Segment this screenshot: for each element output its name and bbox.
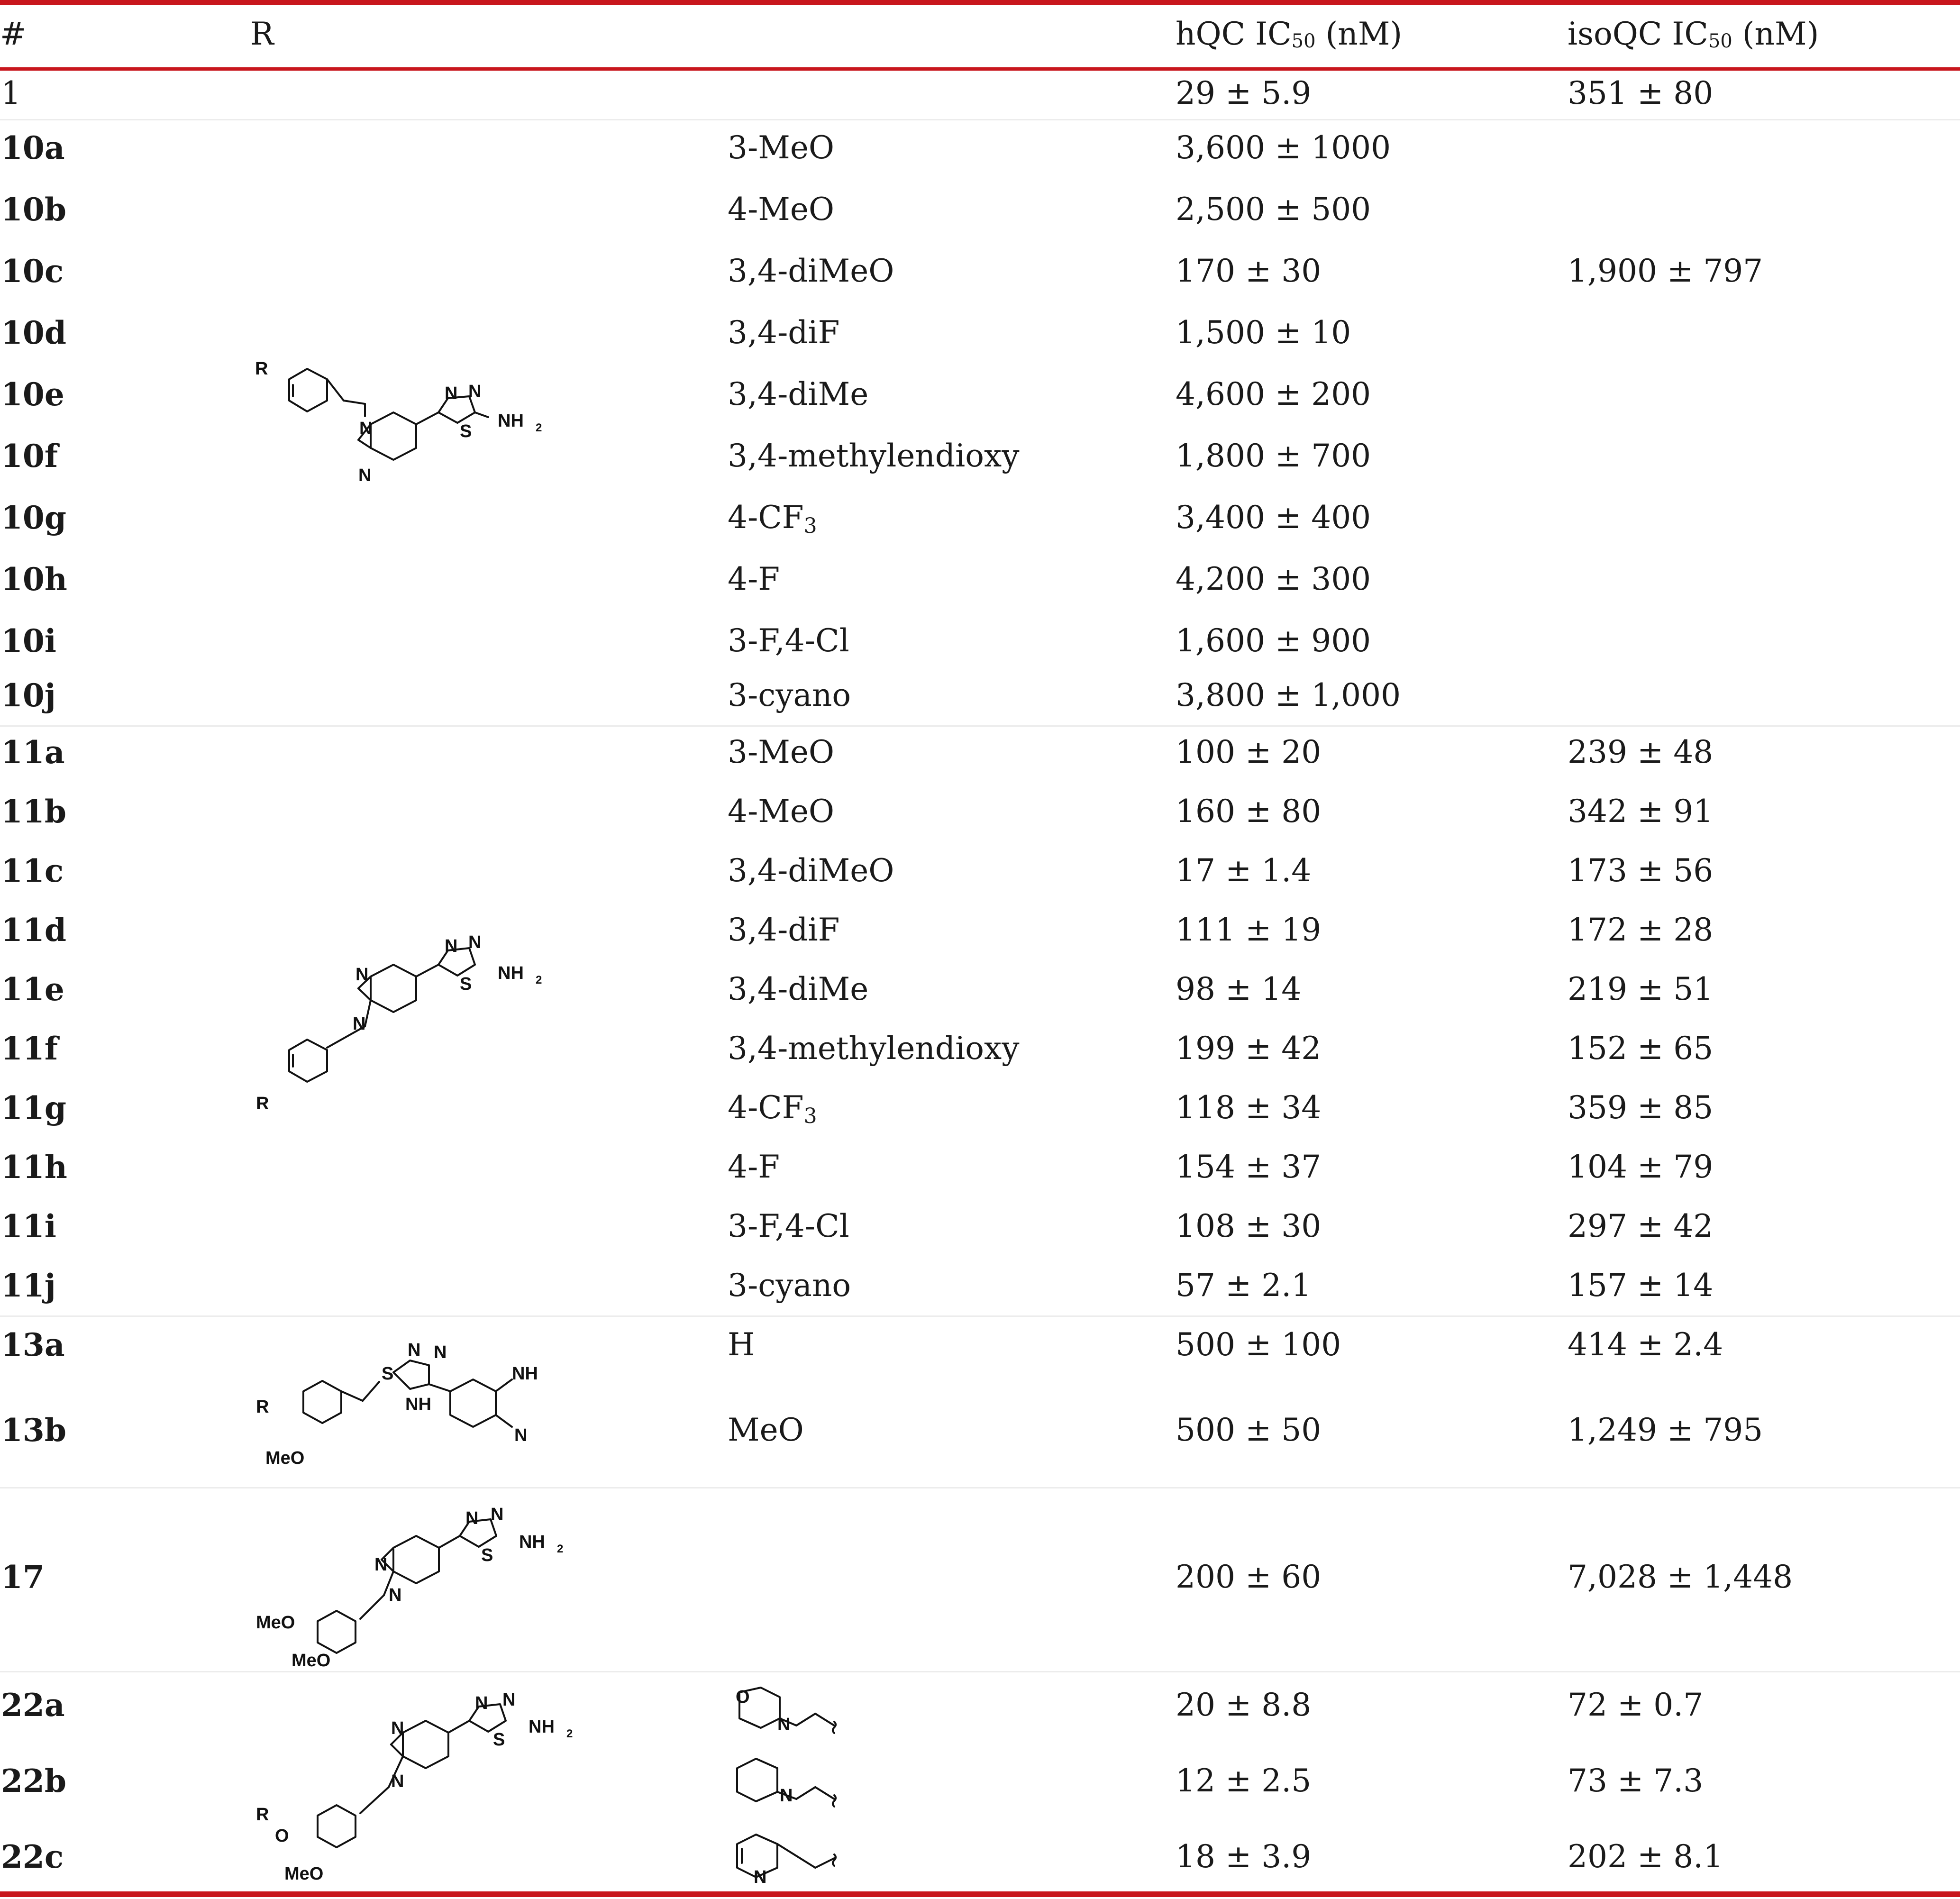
row-hqc-ic50: 18 ± 3.9 bbox=[1176, 1838, 1312, 1875]
row-isoqc-ic50: 172 ± 28 bbox=[1568, 912, 1714, 948]
row-hqc-ic50: 29 ± 5.9 bbox=[1176, 75, 1312, 111]
svg-text:2: 2 bbox=[536, 974, 542, 986]
row-hqc-ic50: 3,400 ± 400 bbox=[1176, 499, 1371, 536]
svg-text:N: N bbox=[445, 936, 458, 956]
row-isoqc-ic50: 414 ± 2.4 bbox=[1568, 1326, 1723, 1363]
row-hqc-ic50: 111 ± 19 bbox=[1176, 912, 1322, 948]
top-rule bbox=[0, 0, 1960, 5]
svg-text:N: N bbox=[374, 1555, 388, 1575]
svg-text:MeO: MeO bbox=[284, 1864, 324, 1884]
row-id: 10b bbox=[1, 191, 66, 228]
group-separator bbox=[0, 1315, 1960, 1317]
row-isoqc-ic50: 297 ± 42 bbox=[1568, 1208, 1714, 1244]
row-hqc-ic50: 57 ± 2.1 bbox=[1176, 1267, 1312, 1304]
row-isoqc-ic50: 239 ± 48 bbox=[1568, 734, 1714, 770]
row-hqc-ic50: 1,500 ± 10 bbox=[1176, 314, 1351, 351]
row-hqc-ic50: 3,600 ± 1000 bbox=[1176, 129, 1391, 166]
row-id: 11f bbox=[1, 1030, 58, 1067]
row-id: 17 bbox=[1, 1559, 45, 1596]
header-isoqc: isoQC $IC_{50}$ (nM) bbox=[1568, 16, 1819, 52]
svg-text:N: N bbox=[777, 1715, 791, 1735]
row-isoqc-ic50: 1,900 ± 797 bbox=[1568, 253, 1763, 289]
row-id: 11d bbox=[1, 912, 66, 949]
group-separator bbox=[0, 725, 1960, 727]
row-isoqc-ic50: 359 ± 85 bbox=[1568, 1089, 1714, 1126]
row-r-group: 4-MeO bbox=[728, 793, 835, 830]
row-id: 22c bbox=[1, 1838, 64, 1875]
svg-text:MeO: MeO bbox=[292, 1651, 331, 1671]
structure-series-10 bbox=[246, 346, 597, 502]
row-isoqc-ic50: 351 ± 80 bbox=[1568, 75, 1714, 111]
row-hqc-ic50: 170 ± 30 bbox=[1176, 253, 1322, 289]
svg-text:S: S bbox=[382, 1364, 394, 1384]
row-hqc-ic50: 12 ± 2.5 bbox=[1176, 1762, 1312, 1799]
row-r-group: MeO bbox=[728, 1412, 804, 1448]
bottom-rule bbox=[0, 1891, 1960, 1897]
svg-text:NH: NH bbox=[529, 1717, 555, 1737]
svg-text:N: N bbox=[491, 1505, 504, 1525]
svg-text:N: N bbox=[389, 1585, 402, 1605]
row-r-group: 4-F bbox=[728, 1149, 780, 1185]
svg-text:2: 2 bbox=[566, 1727, 573, 1740]
row-id: 13b bbox=[1, 1412, 66, 1449]
svg-text:N: N bbox=[391, 1718, 404, 1738]
row-r-group: 4-F bbox=[728, 561, 780, 597]
row-hqc-ic50: 199 ± 42 bbox=[1176, 1030, 1322, 1067]
row-hqc-ic50: 3,800 ± 1,000 bbox=[1176, 677, 1401, 713]
row-isoqc-ic50: 173 ± 56 bbox=[1568, 852, 1714, 889]
row-hqc-ic50: 1,600 ± 900 bbox=[1176, 622, 1371, 659]
row-id: 11g bbox=[1, 1089, 66, 1126]
svg-text:S: S bbox=[460, 421, 472, 441]
row-id: 10c bbox=[1, 253, 64, 290]
svg-text:NH: NH bbox=[498, 963, 524, 983]
svg-text:NH: NH bbox=[405, 1395, 431, 1415]
r-group-22b bbox=[725, 1754, 877, 1816]
row-isoqc-ic50: 7,028 ± 1,448 bbox=[1568, 1559, 1793, 1595]
svg-text:O: O bbox=[275, 1826, 289, 1846]
row-isoqc-ic50: 72 ± 0.7 bbox=[1568, 1687, 1704, 1723]
row-isoqc-ic50: 342 ± 91 bbox=[1568, 793, 1714, 830]
svg-text:NH: NH bbox=[498, 411, 524, 431]
r-group-22c bbox=[725, 1830, 877, 1891]
svg-text:N: N bbox=[358, 466, 372, 485]
svg-text:O: O bbox=[736, 1687, 750, 1707]
header-id: # bbox=[0, 16, 27, 52]
structure-compound-17 bbox=[246, 1491, 616, 1671]
structure-series-11 bbox=[246, 924, 597, 1119]
row-r-group: 3,4-diMeO bbox=[728, 253, 894, 289]
svg-text:N: N bbox=[356, 965, 369, 985]
row-hqc-ic50: 118 ± 34 bbox=[1176, 1089, 1322, 1126]
row-id: 11b bbox=[1, 793, 66, 830]
row-hqc-ic50: 98 ± 14 bbox=[1176, 971, 1302, 1007]
row-hqc-ic50: 160 ± 80 bbox=[1176, 793, 1322, 830]
row-hqc-ic50: 200 ± 60 bbox=[1176, 1559, 1322, 1595]
row-isoqc-ic50: 152 ± 65 bbox=[1568, 1030, 1714, 1067]
row-isoqc-ic50: 157 ± 14 bbox=[1568, 1267, 1714, 1304]
header-hqc: hQC $IC_{50}$ (nM) bbox=[1176, 16, 1403, 52]
row-r-group: $4-CF_3$ bbox=[728, 499, 817, 538]
row-isoqc-ic50: 1,249 ± 795 bbox=[1568, 1412, 1763, 1448]
structure-series-13 bbox=[246, 1332, 616, 1488]
group-separator bbox=[0, 1671, 1960, 1672]
row-r-group: 3-F,4-Cl bbox=[728, 1208, 849, 1244]
header-r: R bbox=[250, 16, 274, 52]
row-id: 10e bbox=[1, 376, 64, 413]
row-id: 22a bbox=[1, 1687, 65, 1724]
row-hqc-ic50: 500 ± 50 bbox=[1176, 1412, 1322, 1448]
row-id: 10f bbox=[1, 438, 58, 475]
svg-text:N: N bbox=[514, 1425, 528, 1445]
row-hqc-ic50: 1,800 ± 700 bbox=[1176, 438, 1371, 474]
svg-text:N: N bbox=[502, 1690, 516, 1710]
row-r-group: 3,4-methylendioxy bbox=[728, 1030, 1020, 1067]
row-hqc-ic50: 154 ± 37 bbox=[1176, 1149, 1322, 1185]
row-r-group: 3,4-diF bbox=[728, 912, 840, 948]
row-id: 10j bbox=[1, 677, 56, 714]
svg-text:S: S bbox=[460, 974, 472, 994]
row-hqc-ic50: 2,500 ± 500 bbox=[1176, 191, 1371, 228]
row-id: 11e bbox=[1, 971, 64, 1008]
row-r-group: 4-MeO bbox=[728, 191, 835, 228]
row-id: 10a bbox=[1, 129, 65, 166]
row-hqc-ic50: 100 ± 20 bbox=[1176, 734, 1322, 770]
row-hqc-ic50: 500 ± 100 bbox=[1176, 1326, 1341, 1363]
row-r-group: 3,4-diMeO bbox=[728, 852, 894, 889]
row-r-group: H bbox=[728, 1326, 755, 1363]
svg-text:MeO: MeO bbox=[265, 1448, 305, 1468]
svg-text:N: N bbox=[434, 1342, 447, 1362]
row-id: 22b bbox=[1, 1762, 66, 1799]
svg-text:N: N bbox=[391, 1771, 404, 1791]
svg-text:N: N bbox=[353, 1014, 366, 1034]
row-id: 11h bbox=[1, 1149, 67, 1186]
svg-text:R: R bbox=[255, 359, 268, 379]
svg-text:N: N bbox=[780, 1786, 793, 1806]
row-r-group: 3,4-diF bbox=[728, 314, 840, 351]
row-id: 10h bbox=[1, 561, 67, 598]
svg-text:MeO: MeO bbox=[256, 1613, 295, 1633]
row-r-group: 3-MeO bbox=[728, 129, 835, 166]
group-separator bbox=[0, 119, 1960, 120]
svg-text:2: 2 bbox=[536, 421, 542, 434]
svg-text:S: S bbox=[493, 1730, 505, 1750]
row-id: 10d bbox=[1, 314, 66, 351]
row-r-group: 3-F,4-Cl bbox=[728, 622, 849, 659]
row-isoqc-ic50: 104 ± 79 bbox=[1568, 1149, 1714, 1185]
row-id: 11j bbox=[1, 1267, 56, 1304]
row-isoqc-ic50: 202 ± 8.1 bbox=[1568, 1838, 1723, 1875]
svg-text:NH: NH bbox=[519, 1532, 545, 1552]
row-id: 11i bbox=[1, 1208, 56, 1245]
svg-text:2: 2 bbox=[557, 1543, 564, 1555]
svg-text:R: R bbox=[256, 1094, 269, 1114]
row-r-group: 3,4-methylendioxy bbox=[728, 438, 1020, 474]
r-group-22a bbox=[725, 1683, 877, 1744]
row-r-group: $4-CF_3$ bbox=[728, 1089, 817, 1128]
row-id: 13a bbox=[1, 1326, 65, 1363]
svg-text:N: N bbox=[445, 383, 458, 403]
svg-text:N: N bbox=[408, 1340, 421, 1360]
header-rule bbox=[0, 67, 1960, 71]
row-hqc-ic50: 4,200 ± 300 bbox=[1176, 561, 1371, 597]
row-r-group: 3-cyano bbox=[728, 1267, 851, 1304]
row-r-group: 3-cyano bbox=[728, 677, 851, 713]
svg-text:N: N bbox=[475, 1693, 488, 1713]
row-r-group: 3,4-diMe bbox=[728, 971, 869, 1007]
row-id: 10g bbox=[1, 499, 66, 536]
svg-text:N: N bbox=[754, 1867, 767, 1887]
row-isoqc-ic50: 73 ± 7.3 bbox=[1568, 1762, 1704, 1799]
row-id: 11c bbox=[1, 852, 64, 889]
row-isoqc-ic50: 219 ± 51 bbox=[1568, 971, 1714, 1007]
svg-text:S: S bbox=[481, 1545, 493, 1565]
row-hqc-ic50: 20 ± 8.8 bbox=[1176, 1687, 1312, 1723]
row-hqc-ic50: 17 ± 1.4 bbox=[1176, 852, 1312, 889]
row-id: 1 bbox=[1, 75, 21, 111]
row-id: 11a bbox=[1, 734, 65, 771]
svg-text:N: N bbox=[359, 419, 373, 438]
svg-text:R: R bbox=[256, 1397, 269, 1417]
row-hqc-ic50: 4,600 ± 200 bbox=[1176, 376, 1371, 412]
svg-text:NH: NH bbox=[512, 1364, 538, 1384]
svg-text:N: N bbox=[465, 1508, 479, 1528]
svg-text:N: N bbox=[468, 382, 482, 402]
row-r-group: 3-MeO bbox=[728, 734, 835, 770]
row-id: 10i bbox=[1, 622, 56, 659]
svg-text:R: R bbox=[256, 1805, 269, 1825]
structure-series-22 bbox=[246, 1678, 626, 1887]
row-r-group: 3,4-diMe bbox=[728, 376, 869, 412]
svg-text:N: N bbox=[468, 932, 482, 952]
row-hqc-ic50: 108 ± 30 bbox=[1176, 1208, 1322, 1244]
